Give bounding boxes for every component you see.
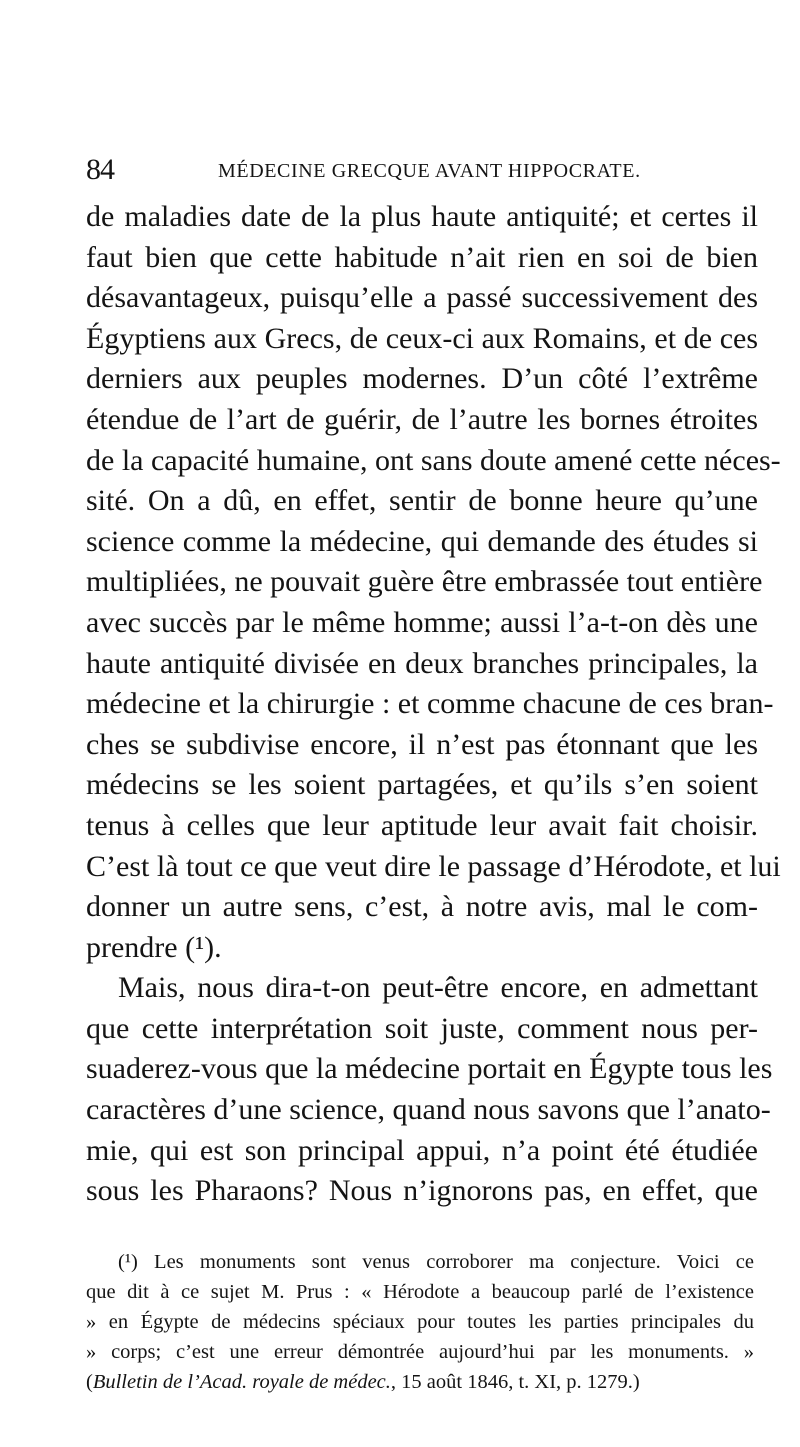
footnote-line: (¹) Les monuments sont venus corroborer ma conjecture. Voici ce bbox=[118, 1251, 754, 1273]
footnote bbox=[86, 1247, 754, 1397]
text-line: de la capacité humaine, ont sans doute amené cette néces- bbox=[86, 443, 781, 477]
footnote-line: » corps; c’est une erreur démontrée aujourd’hui par les monuments. » bbox=[86, 1341, 754, 1363]
text-line: avec succès par le même homme; aussi l’a-t-on dès une bbox=[86, 605, 758, 639]
text-line: que cette interprétation soit juste, comment nous per- bbox=[86, 1011, 758, 1045]
text-line: faut bien que cette habitude n’ait rien en soi de bien bbox=[86, 240, 758, 274]
text-line: C’est là tout ce que veut dire le passage d’Hérodote, et lui bbox=[86, 849, 781, 883]
citation-details: , 15 août 1846, t. XI, p. 1279.) bbox=[390, 1371, 640, 1393]
text-line: mie, qui est son principal appui, n’a point été étudiée bbox=[86, 1133, 758, 1167]
text-line: caractères d’une science, quand nous savons que l’anato- bbox=[86, 1093, 771, 1127]
text-line: suaderez-vous que la médecine portait en Égypte tous les bbox=[86, 1052, 773, 1086]
text-line: Égyptiens aux Grecs, de ceux-ci aux Romains, et de ces bbox=[86, 321, 758, 355]
text-line: multipliées, ne pouvait guère être embrassée tout entière bbox=[86, 565, 763, 599]
text-line: science comme la médecine, qui demande des études si bbox=[86, 524, 758, 558]
text-line: de maladies date de la plus haute antiquité; et certes il bbox=[86, 200, 758, 233]
text-line: médecins se les soient partagées, et qu’ils s’en soient bbox=[86, 768, 758, 802]
text-line: désavantageux, puisqu’elle a passé successivement des bbox=[86, 281, 758, 315]
footnote-citation bbox=[86, 1367, 754, 1397]
text-line: tenus à celles que leur aptitude leur avait fait choisir. bbox=[86, 808, 758, 842]
text-line: haute antiquité divisée en deux branches principales, la bbox=[86, 646, 758, 680]
body-text bbox=[86, 197, 781, 1212]
paragraph-end-line: prendre (¹). bbox=[86, 930, 222, 964]
text-line: médecine et la chirurgie : et comme chacune de ces bran- bbox=[86, 687, 774, 721]
page-header bbox=[86, 150, 766, 190]
text-line: sous les Pharaons? Nous n’ignorons pas, en effet, que bbox=[86, 1174, 758, 1208]
text-line: étendue de l’art de guérir, de l’autre les bornes étroites bbox=[86, 402, 758, 436]
citation-source: Bulletin de l’Acad. royale de médec. bbox=[92, 1371, 391, 1393]
footnote-line: que dit à ce sujet M. Prus : « Hérodote a beaucoup parlé de l’existence bbox=[86, 1281, 754, 1303]
text-line: derniers aux peuples modernes. D’un côté l’extrême bbox=[86, 362, 758, 396]
running-title: MÉDECINE GRECQUE AVANT HIPPOCRATE. bbox=[218, 160, 641, 182]
text-line: sité. On a dû, en effet, sentir de bonne heure qu’une bbox=[86, 484, 758, 518]
text-line: ches se subdivise encore, il n’est pas étonnant que les bbox=[86, 727, 758, 761]
citation-open-paren: ( bbox=[86, 1371, 93, 1393]
paragraph-start-line: Mais, nous dira-t-on peut-être encore, en admettant bbox=[118, 971, 758, 1005]
page-number: 84 bbox=[86, 153, 114, 186]
text-line: donner un autre sens, c’est, à notre avis, mal le com- bbox=[86, 890, 758, 924]
footnote-line: » en Égypte de médecins spéciaux pour toutes les parties principales du bbox=[86, 1311, 754, 1333]
